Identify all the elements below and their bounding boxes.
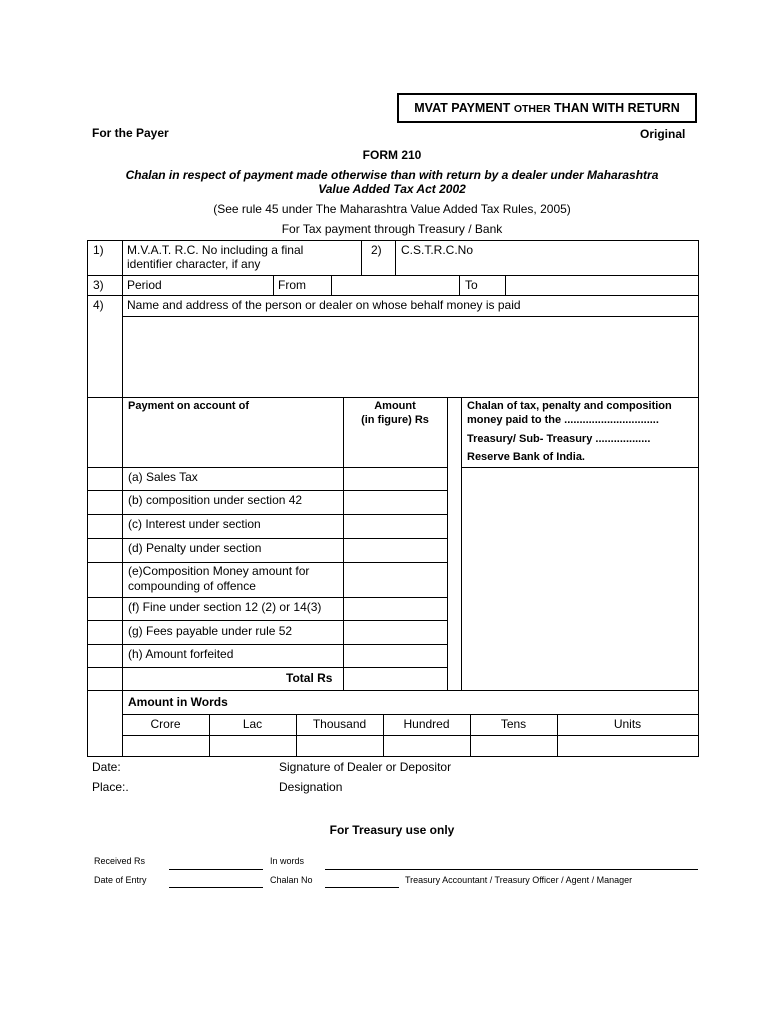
unit-hundred: Hundred [403, 717, 450, 731]
for-payer-label: For the Payer [92, 126, 169, 140]
treasury-use-heading: For Treasury use only [329, 823, 455, 837]
payment-account-header: Payment on account of [128, 400, 250, 412]
date-of-entry-label: Date of Entry [94, 875, 147, 885]
row4-number: 4) [93, 298, 104, 312]
payment-through: For Tax payment through Treasury / Bank [281, 222, 503, 236]
row3-number: 3) [93, 278, 104, 292]
form-title-part-c: THAN WITH RETURN [554, 101, 680, 115]
form-title-box [397, 93, 697, 123]
amount-header-line1: Amount [374, 400, 416, 412]
subtitle-line2: Value Added Tax Act 2002 [318, 182, 466, 196]
in-words-label: In words [270, 856, 305, 866]
item-forfeited: (h) Amount forfeited [128, 647, 234, 661]
period-label: Period [127, 278, 162, 292]
designation-label: Designation [279, 780, 343, 794]
row1-number: 1) [93, 243, 104, 257]
item-composition-money-line2: compounding of offence [128, 579, 256, 593]
form-number: FORM 210 [362, 148, 422, 162]
unit-lac: Lac [242, 717, 263, 731]
mvat-rc-label-line2: identifier character, if any [127, 257, 261, 271]
unit-units: Units [613, 717, 642, 731]
form-title-part-a: MVAT PAYMENT [414, 101, 511, 115]
unit-tens: Tens [500, 717, 527, 731]
chalan-no-label: Chalan No [270, 875, 313, 885]
item-composition-money-line1: (e)Composition Money amount for [128, 564, 310, 578]
amount-header-line2: (in figure) Rs [361, 414, 429, 426]
row2-number: 2) [371, 243, 382, 257]
mvat-rc-label-line1: M.V.A.T. R.C. No including a final [127, 243, 304, 257]
chalan-note-rbi: Reserve Bank of India. [467, 451, 585, 463]
item-interest: (c) Interest under section [128, 517, 261, 531]
period-to-label: To [465, 278, 478, 292]
subtitle-line1: Chalan in respect of payment made otherwise than with return by a dealer under Maharashtra [125, 168, 659, 182]
form-title-part-b: OTHER [513, 103, 551, 115]
received-rs-label: Received Rs [94, 856, 146, 866]
cst-rc-label: C.S.T.R.C.No [401, 243, 474, 257]
name-address-label: Name and address of the person or dealer on whose behalf money is paid [127, 298, 521, 312]
chalan-note-line1: Chalan of tax, penalty and composition [467, 400, 672, 412]
officer-label: Treasury Accountant / Treasury Officer / Agent / Manager [405, 875, 633, 885]
item-fees: (g) Fees payable under rule 52 [128, 624, 293, 638]
period-from-label: From [278, 278, 306, 292]
amount-in-words-label: Amount in Words [128, 695, 228, 709]
original-label: Original [640, 127, 686, 141]
unit-thousand: Thousand [312, 717, 367, 731]
chalan-note-line2: money paid to the ............................... [467, 414, 659, 426]
rule-note: (See rule 45 under The Maharashtra Value Added Tax Rules, 2005) [213, 202, 571, 216]
item-penalty: (d) Penalty under section [128, 541, 262, 555]
date-label: Date: [92, 760, 121, 774]
item-sales-tax: (a) Sales Tax [128, 470, 198, 484]
total-label: Total Rs [286, 671, 333, 685]
place-label: Place:. [92, 780, 129, 794]
item-fine: (f) Fine under section 12 (2) or 14(3) [128, 600, 322, 614]
signature-label: Signature of Dealer or Depositor [279, 760, 452, 774]
chalan-note-treasury: Treasury/ Sub- Treasury .................. [467, 433, 651, 445]
item-composition: (b) composition under section 42 [128, 493, 303, 507]
unit-crore: Crore [150, 717, 181, 731]
